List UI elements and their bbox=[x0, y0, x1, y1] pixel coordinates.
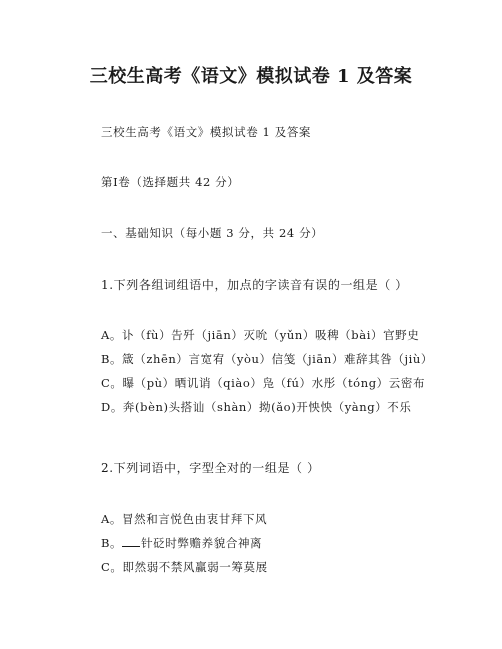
option-b-prefix: B。 bbox=[101, 536, 123, 550]
question-1-option-a: A。讣（fù）告歼（jiān）灭吮（yǔn）吸稗（bài）官野史 bbox=[101, 328, 420, 342]
document-subtitle: 三校生高考《语文》模拟试卷 1 及答案 bbox=[101, 125, 312, 139]
part-heading: 第Ⅰ卷（选择题共 42 分） bbox=[101, 175, 240, 189]
section-heading: 一、基础知识（每小题 3 分，共 24 分） bbox=[101, 226, 324, 240]
question-1-option-c: C。曝（pù）晒讥诮（qiào）凫（fú）水彤（tóng）云密布 bbox=[101, 376, 426, 390]
question-1-stem: 1.下列各组词组语中，加点的字读音有误的一组是（ ） bbox=[101, 278, 408, 292]
document-title: 三校生高考《语文》模拟试卷 1 及答案 bbox=[89, 66, 413, 87]
fill-in-blank bbox=[122, 536, 140, 547]
question-1-option-b: B。箴（zhēn）言宽宥（yòu）信笺（jiān）难辞其咎（jiù） bbox=[101, 352, 434, 366]
question-2-option-c: C。即然弱不禁风赢弱一筹莫展 bbox=[101, 560, 268, 574]
question-1-option-d: D。奔(bèn)头搭讪（shàn）拗(ǎo)开怏怏（yàng）不乐 bbox=[101, 400, 412, 414]
question-2-option-b bbox=[101, 535, 262, 551]
question-2-stem: 2.下列词语中，字型全对的一组是（ ） bbox=[101, 461, 320, 475]
question-2-option-a: A。冒然和言悦色由衷甘拜下风 bbox=[101, 512, 268, 526]
option-b-text: 针砭时弊赡养貌合神离 bbox=[141, 536, 263, 550]
